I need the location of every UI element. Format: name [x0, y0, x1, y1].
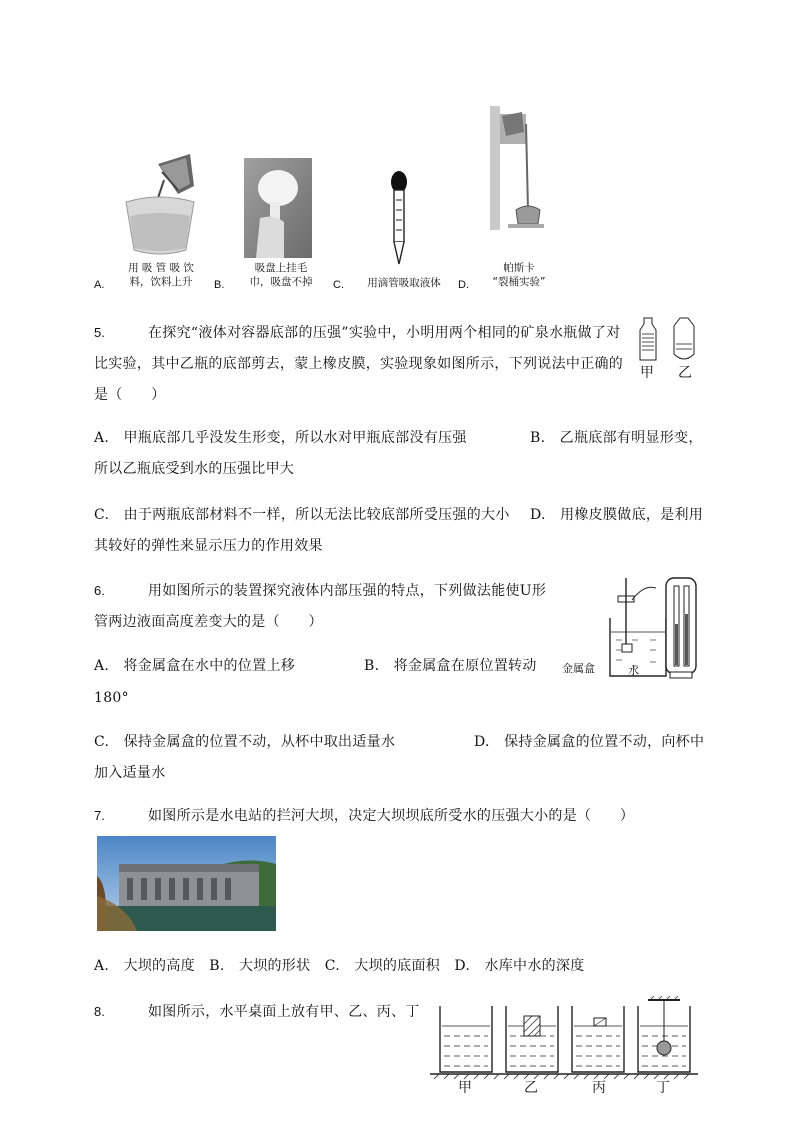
option-a-letter: A.: [94, 279, 105, 291]
pressure-gauge-figure: [604, 574, 700, 680]
q5-option-b-line2: 所以乙瓶底受到水的压强比甲大: [94, 461, 295, 477]
option-a-caption-line1: 用 吸 管 吸 饮: [128, 262, 194, 274]
bottles-figure: [636, 316, 700, 364]
q5-option-a: A. 甲瓶底部几乎没发生形变，所以水对甲瓶底部没有压强: [94, 430, 467, 446]
q6-option-b-line2: 180°: [94, 690, 129, 706]
q8-label-ding: 丁: [656, 1080, 671, 1096]
q8-label-yi: 乙: [524, 1080, 539, 1096]
q6-number: 6.: [94, 583, 105, 598]
q8-number: 8.: [94, 1004, 105, 1019]
q6-option-b-line1: B. 将金属盒在原位置转动: [364, 658, 537, 674]
dam-photo: [97, 836, 276, 931]
q8-label-jia: 甲: [458, 1080, 473, 1096]
q5-stem-line2: 比实验，其中乙瓶的底部剪去，蒙上橡皮膜，实验现象如图所示，下列说法中正确的: [94, 356, 624, 372]
option-b-caption-line2: 巾，吸盘不掉: [249, 276, 313, 288]
q6-option-d-line1: D. 保持金属盒的位置不动，向杯中: [474, 734, 705, 750]
option-a-caption-line2: 料，饮料上升: [129, 276, 193, 288]
q7-options: A. 大坝的高度 B. 大坝的形状 C. 大坝的底面积 D. 水库中水的深度: [94, 958, 585, 974]
option-c-letter: C.: [333, 279, 344, 291]
q6-option-a: A. 将金属盒在水中的位置上移: [94, 658, 296, 674]
q5-option-b-line1: B. 乙瓶底部有明显形变，: [530, 430, 703, 446]
q5-option-d-line1: D. 用橡皮膜做底，是利用: [530, 507, 704, 523]
q8-stem: 如图所示，水平桌面上放有甲、乙、丙、丁: [148, 1004, 420, 1020]
q6-figure-label-box: 金属盒: [562, 662, 595, 675]
q5-option-d-line2: 其较好的弹性来显示压力的作用效果: [94, 538, 323, 554]
q6-figure-label-water: 水: [628, 664, 639, 677]
q5-number: 5.: [94, 325, 105, 340]
cup-straw-illustration: [120, 150, 200, 260]
containers-figure: [430, 996, 700, 1080]
q5-figure-label-jia: 甲: [640, 365, 655, 381]
suction-cup-photo: [244, 158, 312, 258]
q6-option-c: C. 保持金属盒的位置不动，从杯中取出适量水: [94, 734, 396, 750]
pascal-barrel-illustration: [488, 106, 544, 230]
q8-label-bing: 丙: [592, 1080, 607, 1096]
q6-stem-line1: 用如图所示的装置探究液体内部压强的特点，下列做法能使U形: [148, 583, 547, 599]
option-b-caption-line1: 吸盘上挂毛: [254, 262, 308, 274]
option-d-letter: D.: [458, 279, 469, 291]
q6-option-d-line2: 加入适量水: [94, 765, 166, 781]
q6-stem-line2: 管两边液面高度差变大的是（ ）: [94, 614, 323, 630]
q7-number: 7.: [94, 808, 105, 823]
q5-stem-line1: 在探究“液体对容器底部的压强”实验中，小明用两个相同的矿泉水瓶做了对: [148, 325, 621, 341]
option-d-caption-line2: “裂桶实验”: [492, 276, 546, 288]
dropper-illustration: [388, 170, 410, 266]
q5-figure-label-yi: 乙: [678, 365, 693, 381]
q7-stem: 如图所示是水电站的拦河大坝，决定大坝坝底所受水的压强大小的是（ ）: [148, 808, 635, 824]
option-d-caption-line1: 帕斯卡: [503, 262, 535, 274]
q5-option-c: C. 由于两瓶底部材料不一样，所以无法比较底部所受压强的大小: [94, 507, 510, 523]
q5-stem-line3: 是（ ）: [94, 387, 166, 403]
option-b-letter: B.: [214, 279, 225, 291]
option-c-caption: 用滴管吸取液体: [367, 277, 441, 289]
